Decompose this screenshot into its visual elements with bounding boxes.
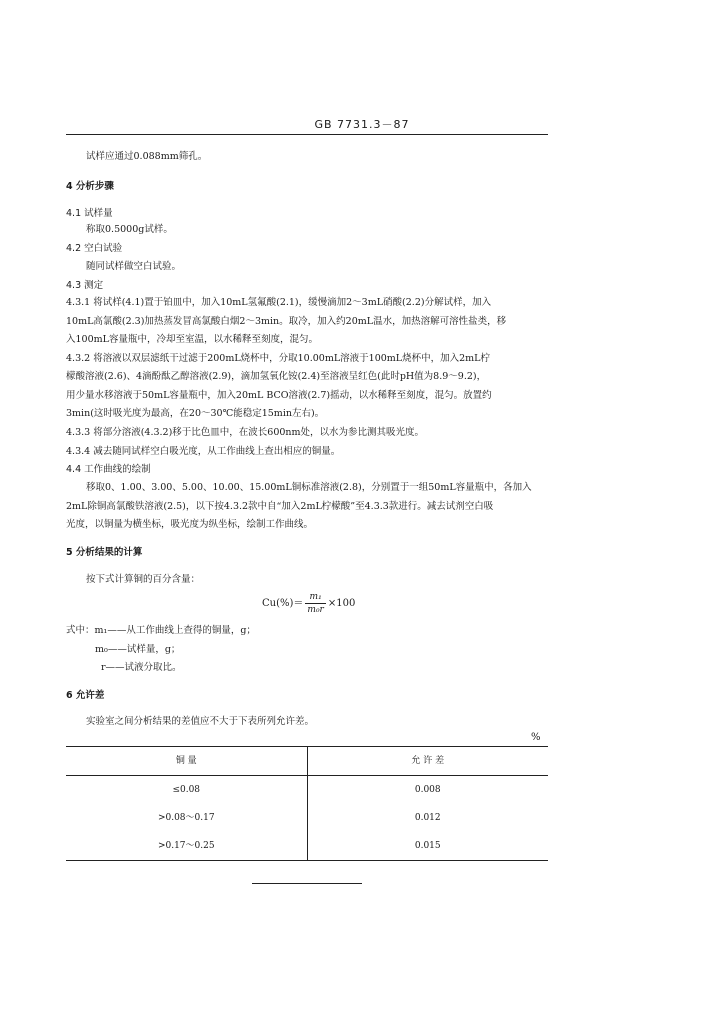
cell-tolerance: 0.012 <box>414 812 441 823</box>
table-header-row <box>66 747 548 776</box>
paragraph-line: 入100mL容量瓶中，冷却至室温，以水稀释至刻度，混匀。 <box>66 334 318 345</box>
formula-fraction <box>305 591 325 616</box>
paragraph-line: m₀——试样量，g； <box>95 644 181 655</box>
section-heading: 4 分析步骤 <box>66 181 114 192</box>
paragraph-line: 4.3.2 将溶液以双层滤纸干过滤于200mL烧杯中，分取10.00mL溶液于100mL烧杯中，加入2mL柠 <box>66 353 490 364</box>
cell-copper-range: >0.17～0.25 <box>66 832 307 861</box>
paragraph-line: 10mL高氯酸(2.3)加热蒸发冒高氯酸白烟2～3min。取冷，加入约20mL温水，加热溶解可溶性盐类，移 <box>66 316 507 327</box>
paragraph-line: 4.3.4 减去随同试样空白吸光度，从工作曲线上查出相应的铜量。 <box>66 446 341 457</box>
formula-rhs: ×100 <box>327 598 356 610</box>
table-unit: % <box>531 732 541 743</box>
paragraph-line: 试样应通过0.088mm筛孔。 <box>86 151 208 162</box>
table-row <box>66 832 548 861</box>
cell-copper-range: ≤0.08 <box>66 776 307 805</box>
cell-copper-range: >0.08～0.17 <box>66 804 307 832</box>
subsection-heading: 4.4 工作曲线的绘制 <box>66 464 151 475</box>
header-rule <box>66 134 548 135</box>
paragraph-line: 移取0、1.00、3.00、5.00、10.00、15.00mL铜标准溶液(2.8)，分别置于一组50mL容量瓶中，各加入 <box>86 482 532 493</box>
footer-rule <box>252 883 362 884</box>
formula-denominator: m₀r <box>307 605 324 616</box>
paragraph-line: 随同试样做空白试验。 <box>86 261 182 272</box>
paragraph-line: 3min(这时吸光度为最高，在20～30℃能稳定15min左右)。 <box>66 408 325 419</box>
paragraph-line: 用少量水移溶液于50mL容量瓶中，加入20mL BCO溶液(2.7)摇动，以水稀释至刻度，混匀。放置约 <box>66 390 492 401</box>
section-heading: 6 允许差 <box>66 690 105 701</box>
paragraph-line: r——试液分取比。 <box>101 662 182 673</box>
paragraph-line: 光度，以铜量为横坐标，吸光度为纵坐标，绘制工作曲线。 <box>66 519 314 530</box>
tolerance-table <box>66 746 548 861</box>
paragraph-line: 4.3.1 将试样(4.1)置于铂皿中，加入10mL氢氟酸(2.1)，缓慢滴加2～3mL硝酸(2.2)分解试样，加入 <box>66 297 492 308</box>
cell-tolerance: 0.015 <box>307 832 548 861</box>
paragraph-line: 4.3.3 将部分溶液(4.3.2)移于比色皿中，在波长600nm处，以水为参比测其吸光度。 <box>66 427 425 438</box>
paragraph-line: 檬酸溶液(2.6)、4滴酚酞乙醇溶液(2.9)，滴加氢氧化铵(2.4)至溶液呈红色(此时pH值为8.9～9.2)， <box>66 371 487 382</box>
formula-numerator: m₁ <box>305 591 325 604</box>
formula-lhs: Cu(%)＝ <box>262 598 304 610</box>
table-row <box>66 804 548 832</box>
subsection-heading: 4.2 空白试验 <box>66 243 123 254</box>
paragraph-line: 实验室之间分析结果的差值应不大于下表所列允许差。 <box>86 716 315 727</box>
column-header-copper: 铜 量 <box>66 747 307 776</box>
subsection-heading: 4.3 测定 <box>66 280 104 291</box>
standard-number: GB 7731.3－87 <box>314 118 410 131</box>
copper-formula <box>262 591 355 616</box>
paragraph-line: 称取0.5000g试样。 <box>86 224 173 235</box>
paragraph-line: 式中：m₁——从工作曲线上查得的铜量，g； <box>66 625 256 636</box>
section-heading: 5 分析结果的计算 <box>66 547 143 558</box>
cell-tolerance: 0.008 <box>414 784 441 795</box>
column-header-tolerance: 允 许 差 <box>307 747 548 776</box>
paragraph-line: 2mL除铜高氯酸铁溶液(2.5)，以下按4.3.2款中自“加入2mL柠檬酸”至4.3.3款进行。减去试剂空白吸 <box>66 501 494 512</box>
paragraph-line: 按下式计算铜的百分含量： <box>86 574 201 585</box>
table-row <box>66 776 548 805</box>
subsection-heading: 4.1 试样量 <box>66 208 113 219</box>
